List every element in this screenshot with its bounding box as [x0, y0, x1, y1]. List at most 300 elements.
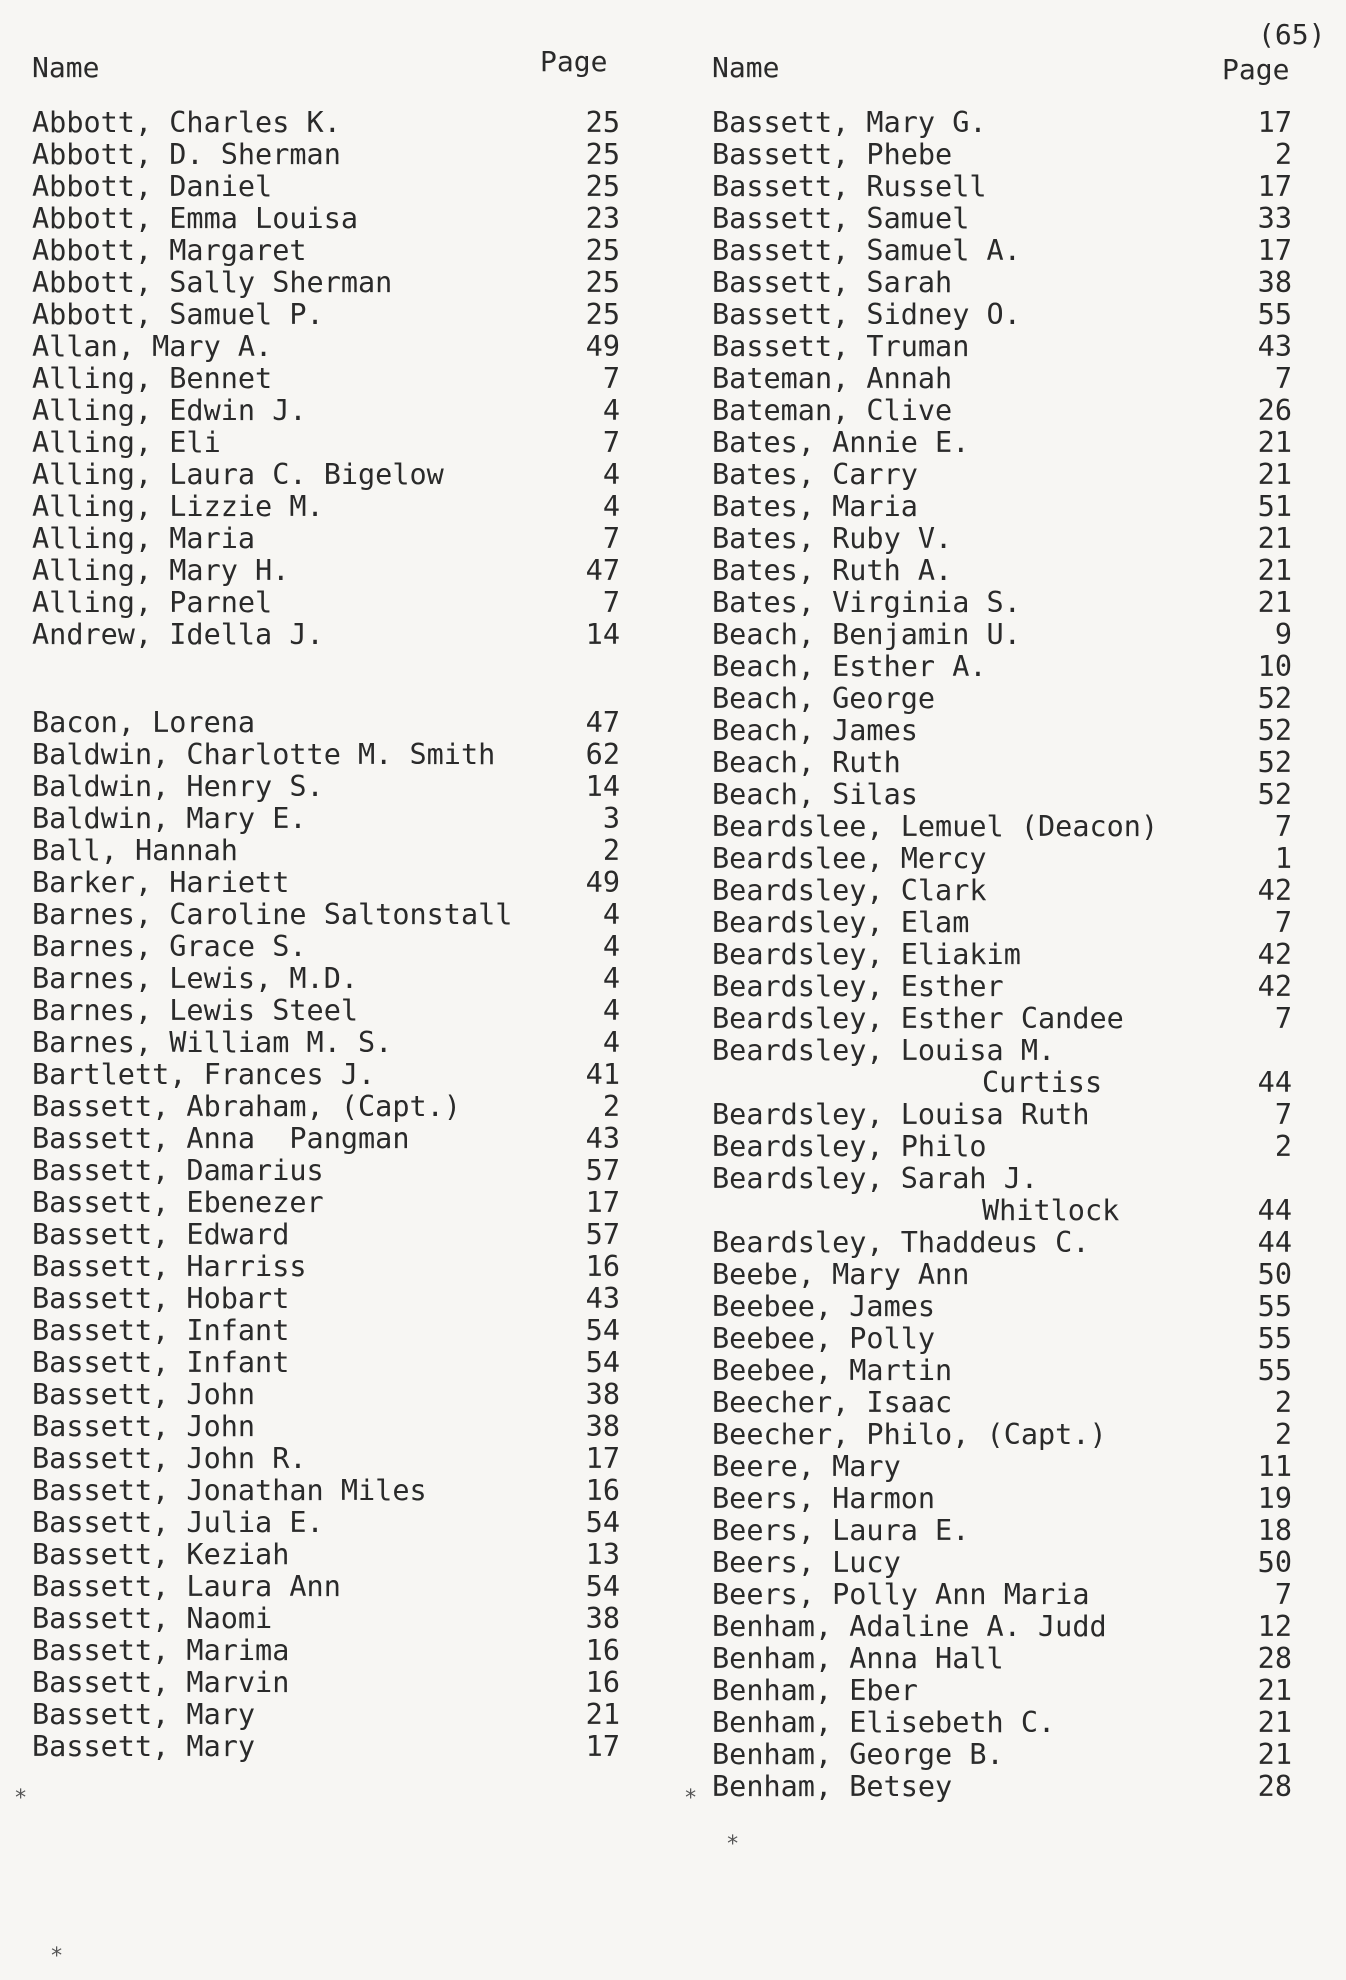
- entry-name: Barnes, Grace S.: [32, 930, 307, 963]
- index-entry: [32, 427, 620, 459]
- index-entry: [712, 459, 1292, 491]
- entry-name: Beers, Polly Ann Maria: [712, 1578, 1090, 1611]
- entry-name: Beach, James: [712, 714, 918, 747]
- entry-name: Bassett, Samuel A.: [712, 234, 1021, 267]
- index-entry: [712, 779, 1292, 811]
- entry-page: 52: [1257, 778, 1292, 811]
- entry-page: 2: [602, 834, 620, 867]
- entry-name: Baldwin, Henry S.: [32, 770, 324, 803]
- index-entry: [32, 267, 620, 299]
- entry-page: 44: [1257, 1066, 1292, 1099]
- entry-name: Bassett, Edward: [32, 1218, 290, 1251]
- page-number: (65): [1258, 18, 1326, 51]
- entry-page: 50: [1257, 1546, 1292, 1579]
- entry-name: Beardslee, Mercy: [712, 842, 987, 875]
- index-entry: [32, 1699, 620, 1731]
- entry-name: Beach, Ruth: [712, 746, 901, 779]
- entry-name: Abbott, D. Sherman: [32, 138, 341, 171]
- entry-name: Bassett, Marvin: [32, 1666, 290, 1699]
- entry-page: 2: [1274, 138, 1292, 171]
- entry-name: Bacon, Lorena: [32, 706, 256, 739]
- entry-page: 26: [1257, 394, 1292, 427]
- entry-page: 43: [585, 1122, 620, 1155]
- entry-name: Bassett, Phebe: [712, 138, 953, 171]
- entry-name: Beardsley, Philo: [712, 1130, 987, 1163]
- asterisk-mark: *: [14, 1786, 28, 1811]
- entry-name: Bassett, Sidney O.: [712, 298, 1021, 331]
- entry-name: Benham, Eber: [712, 1674, 918, 1707]
- index-entry: [712, 587, 1292, 619]
- entry-name: Benham, Betsey: [712, 1770, 953, 1803]
- entry-name: Beebee, James: [712, 1290, 936, 1323]
- entry-page: 17: [1257, 106, 1292, 139]
- entry-page: 62: [585, 738, 620, 771]
- entry-name: Bassett, Harriss: [32, 1250, 307, 1283]
- entry-name: Alling, Bennet: [32, 362, 273, 395]
- entry-page: 57: [585, 1154, 620, 1187]
- index-entry: [32, 1539, 620, 1571]
- index-entry: [32, 1059, 620, 1091]
- entry-name: Bassett, Mary: [32, 1698, 256, 1731]
- entry-name: Beebe, Mary Ann: [712, 1258, 970, 1291]
- entry-name: Beardsley, Elam: [712, 906, 970, 939]
- index-entry: [32, 235, 620, 267]
- entry-name: Barnes, Lewis, M.D.: [32, 962, 359, 995]
- entry-page: 17: [585, 1442, 620, 1475]
- entry-name: Beecher, Isaac: [712, 1386, 953, 1419]
- index-entry: [712, 1259, 1292, 1291]
- index-entry: [32, 1347, 620, 1379]
- index-entry: [32, 139, 620, 171]
- entry-page: 7: [602, 426, 620, 459]
- entry-name: Andrew, Idella J.: [32, 618, 324, 651]
- entry-name: Alling, Laura C. Bigelow: [32, 458, 444, 491]
- entry-name: Bassett, Julia E.: [32, 1506, 324, 1539]
- asterisk-mark: *: [684, 1786, 698, 1811]
- entry-name: Bassett, Russell: [712, 170, 987, 203]
- index-entry: [32, 835, 620, 867]
- index-entry: [32, 523, 620, 555]
- entry-name: Abbott, Daniel: [32, 170, 273, 203]
- entry-name: Alling, Lizzie M.: [32, 490, 324, 523]
- entry-page: 21: [1257, 426, 1292, 459]
- entry-page: 4: [602, 930, 620, 963]
- entry-page: 33: [1257, 202, 1292, 235]
- index-entry: [712, 1003, 1292, 1035]
- entry-page: 4: [602, 962, 620, 995]
- entry-page: 25: [585, 106, 620, 139]
- entry-name: Beers, Lucy: [712, 1546, 901, 1579]
- index-entry: [712, 139, 1292, 171]
- entry-name: Bassett, John: [32, 1378, 256, 1411]
- entry-page: 21: [1257, 586, 1292, 619]
- entry-name: Beach, Silas: [712, 778, 918, 811]
- index-entry: [32, 1667, 620, 1699]
- entry-name: Bassett, Mary: [32, 1730, 256, 1763]
- entry-page: 7: [602, 362, 620, 395]
- index-entry: [712, 331, 1292, 363]
- entry-page: 42: [1257, 970, 1292, 1003]
- index-entry: [32, 555, 620, 587]
- entry-name: Beers, Laura E.: [712, 1514, 970, 1547]
- index-entry: [712, 683, 1292, 715]
- index-entry: [32, 803, 620, 835]
- index-entry: [712, 1771, 1292, 1803]
- entry-name: Bassett, Ebenezer: [32, 1186, 324, 1219]
- index-entry: [32, 771, 620, 803]
- entry-page: 38: [1257, 266, 1292, 299]
- entry-page: 18: [1257, 1514, 1292, 1547]
- index-entry: [712, 1034, 1292, 1099]
- index-entry: [32, 931, 620, 963]
- entry-page: 38: [585, 1602, 620, 1635]
- index-entry: [712, 299, 1292, 331]
- entry-name: Bassett, Samuel: [712, 202, 970, 235]
- index-entry: [32, 867, 620, 899]
- index-entry: [32, 739, 620, 771]
- entry-name: Bassett, Laura Ann: [32, 1570, 341, 1603]
- index-entry: [32, 1411, 620, 1443]
- entry-page: 17: [1257, 170, 1292, 203]
- entry-page: 47: [585, 706, 620, 739]
- index-entry: [712, 1387, 1292, 1419]
- entry-name: Alling, Mary H.: [32, 554, 290, 587]
- entry-page: 25: [585, 138, 620, 171]
- entry-name: Benham, Anna Hall: [712, 1642, 1004, 1675]
- index-entry: [712, 1483, 1292, 1515]
- entry-page: 14: [585, 618, 620, 651]
- entry-page: 16: [585, 1250, 620, 1283]
- index-entry: [712, 555, 1292, 587]
- index-entry: [32, 491, 620, 523]
- entry-name: Beardslee, Lemuel (Deacon): [712, 810, 1159, 843]
- index-entry: [32, 203, 620, 235]
- entry-name: Bateman, Annah: [712, 362, 953, 395]
- index-entry: [32, 619, 620, 651]
- index-entry: [712, 267, 1292, 299]
- entry-name: Beecher, Philo, (Capt.): [712, 1418, 1107, 1451]
- index-entry: [712, 811, 1292, 843]
- entry-name: Beardsley, Sarah J.: [712, 1162, 1039, 1195]
- entry-name: Bassett, John R.: [32, 1442, 307, 1475]
- index-entry: [32, 1635, 620, 1667]
- entry-name: Bassett, Marima: [32, 1634, 290, 1667]
- entry-page: 11: [1257, 1450, 1292, 1483]
- entry-page: 2: [1274, 1418, 1292, 1451]
- entry-name: Barnes, Lewis Steel: [32, 994, 359, 1027]
- entry-name: Bartlett, Frances J.: [32, 1058, 376, 1091]
- entry-name: Beach, Esther A.: [712, 650, 987, 683]
- entry-name: Alling, Parnel: [32, 586, 273, 619]
- entry-name: Bassett, Jonathan Miles: [32, 1474, 427, 1507]
- entry-page: 54: [585, 1570, 620, 1603]
- entry-name: Bassett, Infant: [32, 1314, 290, 1347]
- entry-page: 41: [585, 1058, 620, 1091]
- index-entry: [712, 491, 1292, 523]
- entry-page: 7: [1274, 810, 1292, 843]
- entry-page: 38: [585, 1410, 620, 1443]
- entry-name: Abbott, Samuel P.: [32, 298, 324, 331]
- index-entry: [32, 1379, 620, 1411]
- index-entry: [712, 907, 1292, 939]
- entry-page: 52: [1257, 746, 1292, 779]
- entry-page: 7: [602, 522, 620, 555]
- index-entry: [32, 963, 620, 995]
- index-entry: [32, 587, 620, 619]
- entry-name: Bassett, Damarius: [32, 1154, 324, 1187]
- entry-page: 47: [585, 554, 620, 587]
- entry-name: Beers, Harmon: [712, 1482, 936, 1515]
- entry-name: Benham, Elisebeth C.: [712, 1706, 1056, 1739]
- entry-page: 52: [1257, 682, 1292, 715]
- index-entry: [712, 843, 1292, 875]
- entry-name: Beardsley, Louisa M.: [712, 1034, 1056, 1067]
- entry-page: 4: [602, 994, 620, 1027]
- entry-page: 17: [585, 1186, 620, 1219]
- entry-page: 21: [585, 1698, 620, 1731]
- entry-page: 28: [1257, 1642, 1292, 1675]
- index-entry: [712, 1611, 1292, 1643]
- entry-page: 25: [585, 266, 620, 299]
- entry-page: 49: [585, 866, 620, 899]
- entry-page: 43: [585, 1282, 620, 1315]
- entry-page: 23: [585, 202, 620, 235]
- index-entry: [712, 1131, 1292, 1163]
- index-entry: [712, 1707, 1292, 1739]
- entry-name: Bassett, Hobart: [32, 1282, 290, 1315]
- entry-page: 25: [585, 170, 620, 203]
- entry-page: 44: [1257, 1226, 1292, 1259]
- index-entry: [712, 427, 1292, 459]
- entry-name: Beardsley, Clark: [712, 874, 987, 907]
- right-name-header: Name: [712, 51, 780, 84]
- entry-name: Bassett, John: [32, 1410, 256, 1443]
- entry-page: 1: [1274, 842, 1292, 875]
- entry-page: 55: [1257, 1290, 1292, 1323]
- index-entry: [32, 1251, 620, 1283]
- entry-name: Bassett, Abraham, (Capt.): [32, 1090, 461, 1123]
- entry-name: Beebee, Martin: [712, 1354, 953, 1387]
- entry-page: 9: [1274, 618, 1292, 651]
- index-entry: [32, 1123, 620, 1155]
- index-entry: [712, 619, 1292, 651]
- entry-name: Bassett, Sarah: [712, 266, 953, 299]
- index-entry: [32, 363, 620, 395]
- entry-page: 43: [1257, 330, 1292, 363]
- entry-name: Bates, Annie E.: [712, 426, 970, 459]
- entry-page: 3: [602, 802, 620, 835]
- index-entry: [32, 899, 620, 931]
- index-entry: [32, 1571, 620, 1603]
- index-entry: [712, 1451, 1292, 1483]
- entry-name: Bassett, Infant: [32, 1346, 290, 1379]
- index-entry: [712, 1419, 1292, 1451]
- index-entry: [712, 523, 1292, 555]
- index-entry: [712, 203, 1292, 235]
- index-entry: [32, 1091, 620, 1123]
- entry-name: Bates, Ruby V.: [712, 522, 953, 555]
- index-entry: [32, 1155, 620, 1187]
- entry-page: 4: [602, 1026, 620, 1059]
- entry-name: Bassett, Naomi: [32, 1602, 273, 1635]
- entry-page: 52: [1257, 714, 1292, 747]
- entry-page: 4: [602, 394, 620, 427]
- entry-name: Barker, Hariett: [32, 866, 290, 899]
- index-entry: [712, 1579, 1292, 1611]
- entry-name: Baldwin, Mary E.: [32, 802, 307, 835]
- entry-page: 16: [585, 1634, 620, 1667]
- entry-page: 7: [1274, 1098, 1292, 1131]
- index-entry: [712, 1739, 1292, 1771]
- index-entry: [712, 715, 1292, 747]
- entry-page: 13: [585, 1538, 620, 1571]
- index-entry: [32, 1475, 620, 1507]
- index-entry: [32, 1283, 620, 1315]
- entry-name: Beardsley, Louisa Ruth: [712, 1098, 1090, 1131]
- entry-page: 42: [1257, 938, 1292, 971]
- index-entry: [32, 459, 620, 491]
- entry-page: 55: [1257, 1354, 1292, 1387]
- entry-name: Abbott, Margaret: [32, 234, 307, 267]
- entry-name: Bassett, Keziah: [32, 1538, 290, 1571]
- entry-page: 21: [1257, 458, 1292, 491]
- entry-name: Beardsley, Esther Candee: [712, 1002, 1124, 1035]
- entry-name: Beardsley, Thaddeus C.: [712, 1226, 1090, 1259]
- index-entry: [32, 107, 620, 139]
- index-entry: [32, 995, 620, 1027]
- entry-name: Beere, Mary: [712, 1450, 901, 1483]
- entry-page: 25: [585, 298, 620, 331]
- index-entry: [712, 1355, 1292, 1387]
- entry-page: 55: [1257, 1322, 1292, 1355]
- entry-page: 57: [585, 1218, 620, 1251]
- entry-name: Bates, Ruth A.: [712, 554, 953, 587]
- index-entry: [32, 1027, 620, 1059]
- entry-page: 21: [1257, 1674, 1292, 1707]
- entry-name: Bates, Virginia S.: [712, 586, 1021, 619]
- entry-page: 55: [1257, 298, 1292, 331]
- entry-page: 28: [1257, 1770, 1292, 1803]
- entry-name: Beach, Benjamin U.: [712, 618, 1021, 651]
- index-entry: [712, 171, 1292, 203]
- entry-page: 10: [1257, 650, 1292, 683]
- entry-name: Abbott, Sally Sherman: [32, 266, 393, 299]
- entry-page: 21: [1257, 554, 1292, 587]
- entry-page: 42: [1257, 874, 1292, 907]
- entry-name: Bassett, Mary G.: [712, 106, 987, 139]
- entry-page: 4: [602, 490, 620, 523]
- index-entry: [712, 363, 1292, 395]
- index-entry: [712, 1099, 1292, 1131]
- index-entry: [712, 107, 1292, 139]
- entry-page: 54: [585, 1314, 620, 1347]
- entry-name: Alling, Eli: [32, 426, 221, 459]
- entry-page: 7: [1274, 1002, 1292, 1035]
- index-entry: [712, 1547, 1292, 1579]
- entry-page: 50: [1257, 1258, 1292, 1291]
- index-entry: [712, 971, 1292, 1003]
- index-entry: [32, 395, 620, 427]
- entry-name: Bates, Carry: [712, 458, 918, 491]
- index-entry: [712, 1323, 1292, 1355]
- index-entry: [712, 1291, 1292, 1323]
- index-entry: [32, 1315, 620, 1347]
- entry-page: 12: [1257, 1610, 1292, 1643]
- asterisk-mark: *: [726, 1832, 740, 1857]
- entry-page: 54: [585, 1346, 620, 1379]
- index-entry: [712, 235, 1292, 267]
- entry-name: Beardsley, Eliakim: [712, 938, 1021, 971]
- entry-name: Benham, Adaline A. Judd: [712, 1610, 1107, 1643]
- entry-page: 7: [1274, 1578, 1292, 1611]
- index-entry: [32, 299, 620, 331]
- index-entry: [32, 1507, 620, 1539]
- entry-page: 38: [585, 1378, 620, 1411]
- entry-name: Ball, Hannah: [32, 834, 238, 867]
- entry-name: Bassett, Anna Pangman: [32, 1122, 410, 1155]
- index-entry: [712, 651, 1292, 683]
- entry-page: 7: [1274, 906, 1292, 939]
- entry-page: 44: [1257, 1194, 1292, 1227]
- entry-page: 14: [585, 770, 620, 803]
- index-entry: [32, 1603, 620, 1635]
- entry-name: Bassett, Truman: [712, 330, 970, 363]
- entry-page: 4: [602, 458, 620, 491]
- entry-name: Baldwin, Charlotte M. Smith: [32, 738, 496, 771]
- entry-page: 49: [585, 330, 620, 363]
- index-entry: [32, 1731, 620, 1763]
- index-entry: [32, 171, 620, 203]
- index-entry: [32, 1187, 620, 1219]
- entry-page: 16: [585, 1666, 620, 1699]
- entry-page: 25: [585, 234, 620, 267]
- index-entry: [32, 1219, 620, 1251]
- entry-page: 17: [1257, 234, 1292, 267]
- entry-page: 16: [585, 1474, 620, 1507]
- index-entry: [32, 331, 620, 363]
- left-name-header: Name: [32, 51, 100, 84]
- entry-page: 19: [1257, 1482, 1292, 1515]
- entry-name: Barnes, William M. S.: [32, 1026, 393, 1059]
- entry-name: Bateman, Clive: [712, 394, 953, 427]
- entry-name-continuation: Curtiss: [982, 1066, 1103, 1099]
- index-entry: [712, 1675, 1292, 1707]
- entry-page: 4: [602, 898, 620, 931]
- index-entry: [712, 1162, 1292, 1227]
- left-page-header: Page: [540, 45, 608, 78]
- index-entry: [32, 1443, 620, 1475]
- entry-page: 2: [602, 1090, 620, 1123]
- entry-name-continuation: Whitlock: [982, 1194, 1120, 1227]
- entry-name: Abbott, Emma Louisa: [32, 202, 359, 235]
- entry-page: 7: [602, 586, 620, 619]
- index-entry: [712, 395, 1292, 427]
- entry-page: 51: [1257, 490, 1292, 523]
- entry-page: 21: [1257, 1738, 1292, 1771]
- entry-page: 21: [1257, 1706, 1292, 1739]
- entry-page: 21: [1257, 522, 1292, 555]
- entry-name: Bates, Maria: [712, 490, 918, 523]
- entry-name: Alling, Edwin J.: [32, 394, 307, 427]
- entry-name: Allan, Mary A.: [32, 330, 273, 363]
- entry-page: 17: [585, 1730, 620, 1763]
- entry-name: Benham, George B.: [712, 1738, 1004, 1771]
- entry-name: Barnes, Caroline Saltonstall: [32, 898, 513, 931]
- index-entry: [712, 747, 1292, 779]
- entry-page: 7: [1274, 362, 1292, 395]
- index-entry: [712, 1643, 1292, 1675]
- entry-page: 2: [1274, 1130, 1292, 1163]
